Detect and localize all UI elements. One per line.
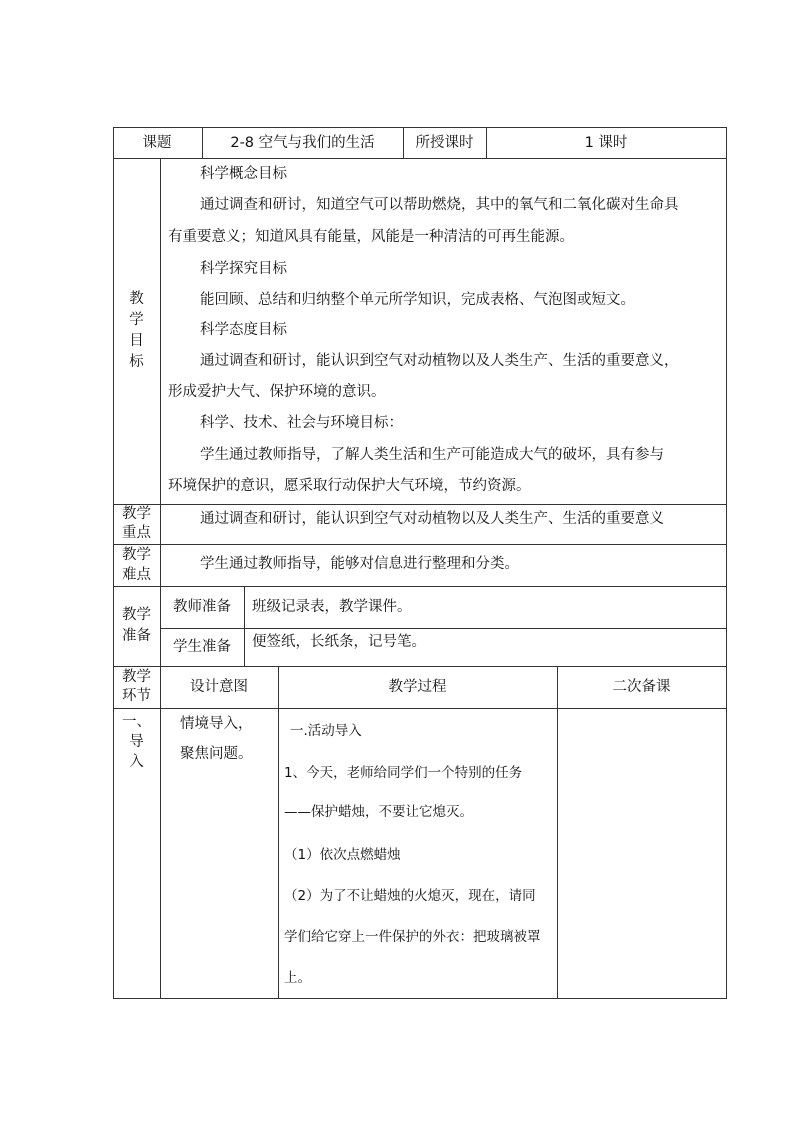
difficulty-text: 学生通过教师指导，能够对信息进行整理和分类。 bbox=[200, 556, 519, 572]
row-divider bbox=[113, 586, 727, 587]
objective-text: 通过调查和研讨，知道空气可以帮助燃烧，其中的氧气和二氧化碳对生命具 bbox=[200, 197, 679, 213]
objective-text: 环境保护的意识，愿采取行动保护大气环境，节约资源。 bbox=[168, 478, 531, 494]
row-divider bbox=[113, 158, 727, 159]
objective-heading: 科学概念目标 bbox=[200, 166, 287, 182]
hours-label: 所授课时 bbox=[415, 135, 474, 151]
row-divider bbox=[113, 708, 727, 709]
row-divider bbox=[113, 666, 727, 667]
process-step: （1）依次点燃蜡烛 bbox=[284, 847, 401, 863]
second-prep-header: 二次备课 bbox=[612, 679, 671, 695]
objective-heading: 科学探究目标 bbox=[200, 261, 287, 277]
process-step: ——保护蜡烛，不要让它熄灭。 bbox=[284, 804, 473, 820]
process-step: （2）为了不让蜡烛的火熄灭，现在，请同 bbox=[284, 888, 536, 904]
objective-text: 学生通过教师指导，了解人类生活和生产可能造成大气的破坏，具有参与 bbox=[200, 447, 664, 463]
student-prep-label: 学生准备 bbox=[173, 639, 231, 655]
table-border-right bbox=[726, 127, 727, 999]
process-step: 学们给它穿上一件保护的外衣：把玻璃被罩 bbox=[284, 929, 541, 945]
process-step: 1、今天，老师给同学们一个特别的任务 bbox=[284, 765, 523, 781]
row-divider bbox=[113, 544, 727, 545]
objective-heading: 科学、技术、社会与环境目标： bbox=[200, 415, 403, 431]
objective-text: 通过调查和研讨，能认识到空气对动植物以及人类生产、生活的重要意义， bbox=[200, 353, 679, 369]
objective-text: 能回顾、总结和归纳整个单元所学知识，完成表格、气泡图或短文。 bbox=[200, 292, 635, 308]
teacher-prep-text: 班级记录表，教学课件。 bbox=[252, 599, 412, 615]
col-divider bbox=[557, 666, 558, 999]
hours-value: 1 课时 bbox=[584, 135, 628, 151]
row-divider bbox=[160, 628, 727, 629]
row-divider bbox=[113, 504, 727, 505]
col-divider bbox=[160, 666, 161, 999]
objective-text: 形成爱护大气、保护环境的意识。 bbox=[168, 384, 386, 400]
col-divider bbox=[160, 158, 161, 666]
topic-label: 课题 bbox=[142, 135, 172, 151]
table-border-top bbox=[113, 127, 727, 128]
table-border-bottom bbox=[113, 998, 727, 999]
objective-heading: 科学态度目标 bbox=[200, 322, 287, 338]
process-step-heading: 一.活动导入 bbox=[290, 723, 362, 739]
teacher-prep-label: 教师准备 bbox=[173, 599, 231, 615]
teaching-process-header: 教学过程 bbox=[388, 679, 447, 695]
key-point-text: 通过调查和研讨，能认识到空气对动植物以及人类生产、生活的重要意义 bbox=[200, 511, 664, 527]
col-divider bbox=[244, 586, 245, 666]
design-intent-header: 设计意图 bbox=[190, 679, 248, 695]
topic-value: 2-8 空气与我们的生活 bbox=[230, 135, 375, 151]
process-step: 上。 bbox=[284, 970, 311, 986]
objective-text: 有重要意义；知道风具有能量，风能是一种清洁的可再生能源。 bbox=[168, 229, 574, 245]
col-divider bbox=[278, 666, 279, 999]
student-prep-text: 便签纸，长纸条，记号笔。 bbox=[252, 634, 426, 650]
